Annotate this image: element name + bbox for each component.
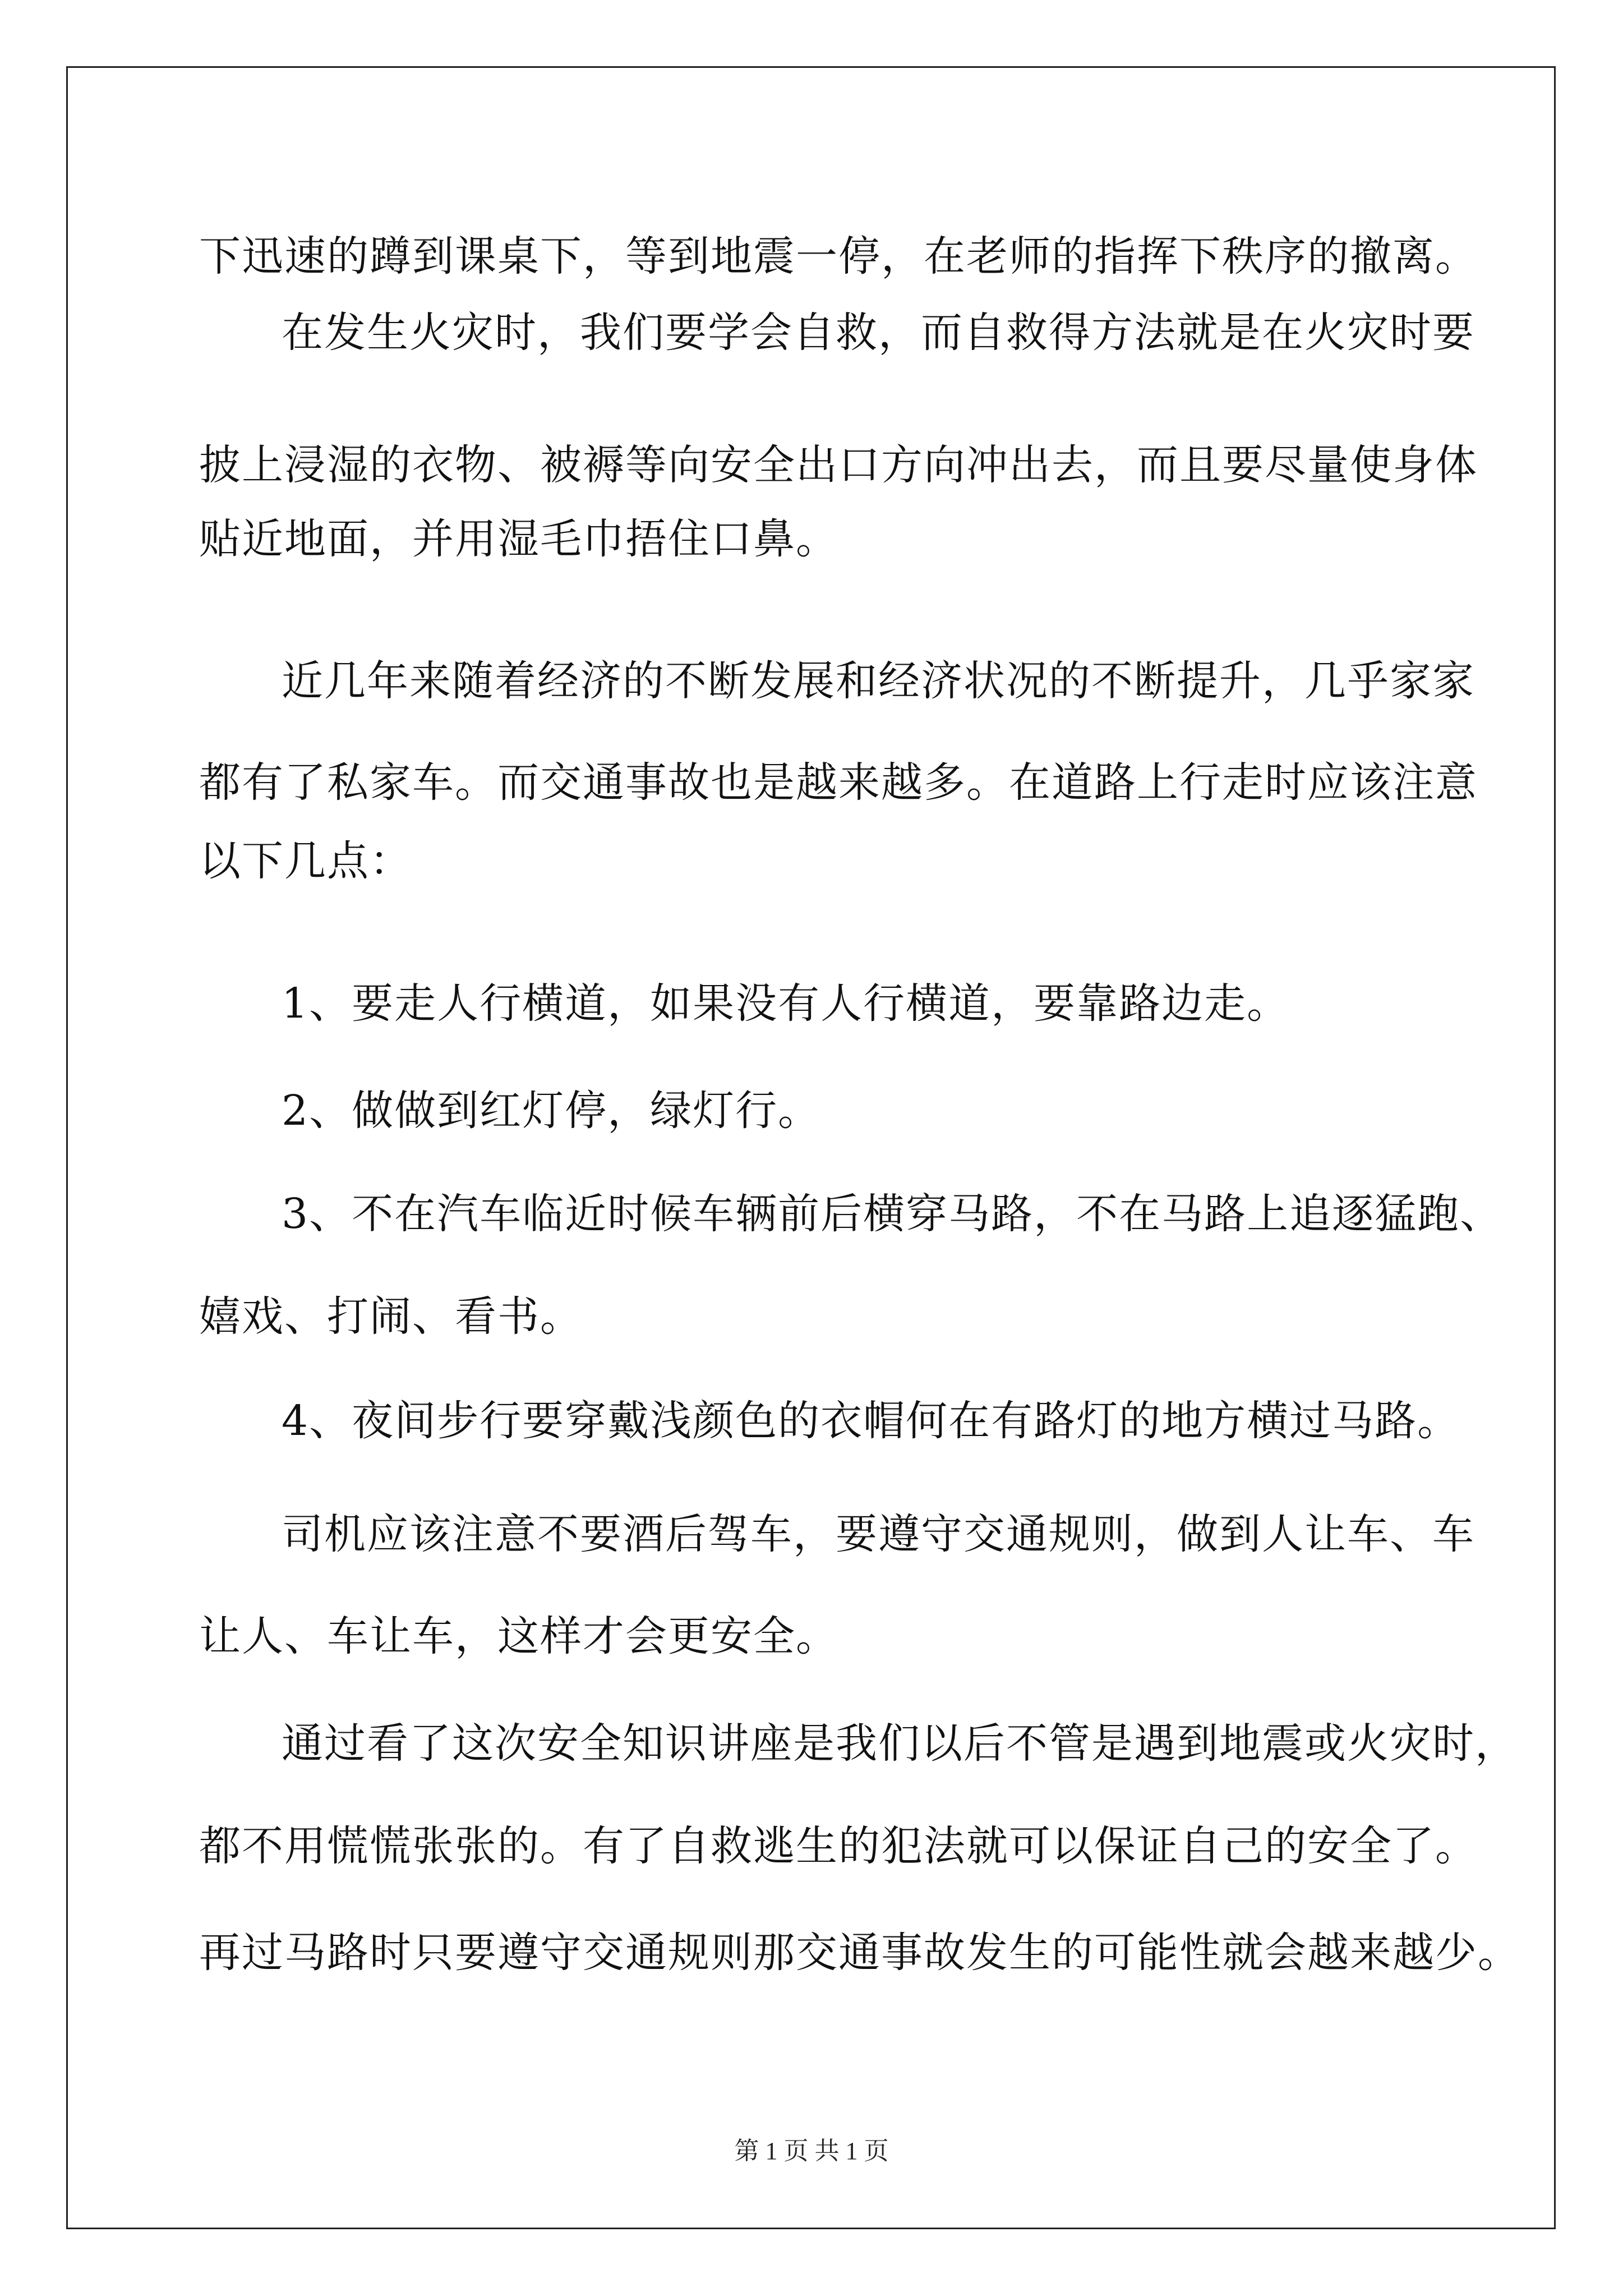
text-line: 再过马路时只要遵守交通规则那交通事故发生的可能性就会越来越少。 (199, 1929, 1520, 1977)
text-line: 以下几点： (199, 837, 412, 885)
page-border (66, 66, 1556, 2229)
text-line: 2、做做到红灯停，绿灯行。 (282, 1087, 821, 1135)
text-line: 3、不在汽车临近时候车辆前后横穿马路，不在马路上追逐猛跑、 (282, 1190, 1503, 1238)
text-line: 都不用慌慌张张的。有了自救逃生的犯法就可以保证自己的安全了。 (199, 1822, 1478, 1870)
text-line: 让人、车让车，这样才会更安全。 (199, 1612, 838, 1660)
page-number: 第 1 页 共 1 页 (734, 2137, 889, 2165)
text-line: 披上浸湿的衣物、被褥等向安全出口方向冲出去，而且要尽量使身体 (199, 441, 1478, 489)
text-line: 4、夜间步行要穿戴浅颜色的衣帽何在有路灯的地方横过马路。 (282, 1397, 1460, 1445)
text-line: 下迅速的蹲到课桌下，等到地震一停，在老师的指挥下秩序的撤离。 (199, 232, 1478, 280)
text-line: 都有了私家车。而交通事故也是越来越多。在道路上行走时应该注意 (199, 758, 1478, 807)
text-line: 贴近地面，并用湿毛巾捂住口鼻。 (199, 515, 838, 563)
text-line: 在发生火灾时，我们要学会自救，而自救得方法就是在火灾时要 (282, 309, 1475, 357)
text-line: 嬉戏、打闹、看书。 (199, 1292, 583, 1341)
text-line: 近几年来随着经济的不断发展和经济状况的不断提升，几乎家家 (282, 657, 1475, 705)
text-line: 司机应该注意不要酒后驾车，要遵守交通规则，做到人让车、车 (282, 1510, 1475, 1558)
text-line: 1、要走人行横道，如果没有人行横道，要靠路边走。 (282, 979, 1290, 1028)
text-line: 通过看了这次安全知识讲座是我们以后不管是遇到地震或火灾时， (282, 1719, 1518, 1768)
